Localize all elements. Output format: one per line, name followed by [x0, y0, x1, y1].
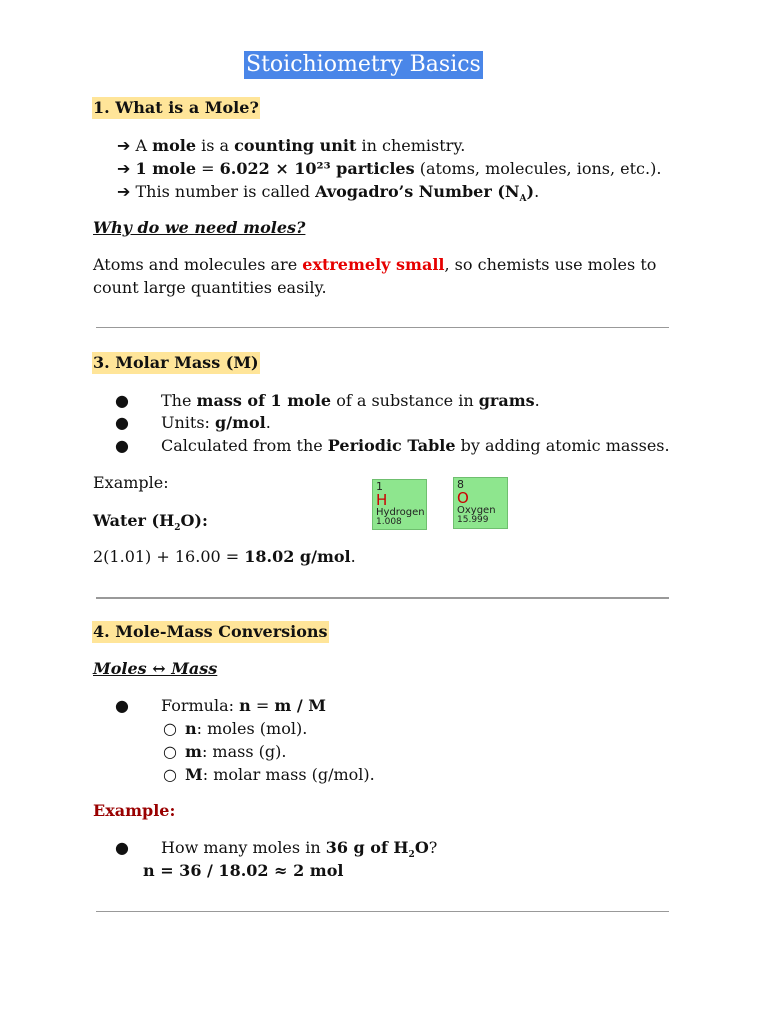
periodic-tile-hydrogen: 1 H Hydrogen 1.008 [372, 479, 427, 530]
divider [96, 597, 669, 599]
list-item: ● The mass of 1 mole of a substance in grams. [115, 391, 540, 410]
list-item: ● Units: g/mol. [115, 413, 271, 432]
arrow-icon: ➔ [117, 136, 131, 155]
list-item: ● Formula: n = m / M [115, 696, 326, 715]
bullet-icon: ● [115, 436, 129, 455]
sub-list-item: ○ M: molar mass (g/mol). [163, 765, 375, 784]
example-heading: Example: [93, 801, 176, 820]
mole-quantity-line: ➔ 1 mole = 6.022 × 10²³ particles (atoms, molecules, ions, etc.). [117, 159, 662, 178]
sub-list-item: ○ n: moles (mol). [163, 719, 308, 738]
arrow-icon: ➔ [117, 182, 131, 201]
why-moles-subheading: Why do we need moles? [93, 218, 306, 237]
water-label: Water $(H_2O)$: [93, 511, 208, 534]
circle-bullet-icon: ○ [163, 765, 177, 784]
divider [96, 911, 669, 912]
why-moles-paragraph-line-2: count large quantities easily. [93, 278, 327, 297]
list-item: ● How many moles in 36 g of $H_2O$? [115, 838, 438, 861]
example-answer: n = 36 / 18.02 ≈ 2 mol [143, 861, 344, 880]
section-heading-molar-mass: 3. Molar Mass (M) [93, 353, 259, 372]
circle-bullet-icon: ○ [163, 742, 177, 761]
bullet-icon: ● [115, 838, 129, 857]
bullet-icon: ● [115, 391, 129, 410]
arrow-icon: ➔ [117, 159, 131, 178]
sub-list-item: ○ m: mass (g). [163, 742, 287, 761]
moles-mass-subheading: Moles ↔ Mass [93, 659, 218, 678]
why-moles-paragraph-line-1: Atoms and molecules are extremely small, so chemists use moles to [93, 255, 657, 274]
avogadro-line: ➔ This number is called Avogadro’s Number $(N_A)$. [117, 182, 540, 205]
section-heading-mole-mass: 4. Mole-Mass Conversions [93, 622, 328, 641]
list-item: ● Calculated from the Periodic Table by adding atomic masses. [115, 436, 670, 455]
example-label: Example: [93, 473, 169, 492]
bullet-icon: ● [115, 696, 129, 715]
bullet-icon: ● [115, 413, 129, 432]
section-heading-mole: 1. What is a Mole? [93, 98, 259, 117]
mole-definition-line: ➔ A mole is a counting unit in chemistry. [117, 136, 466, 155]
divider [96, 327, 669, 328]
periodic-tile-oxygen: 8 O Oxygen 15.999 [453, 477, 508, 529]
page-title: Stoichiometry Basics [246, 52, 481, 77]
circle-bullet-icon: ○ [163, 719, 177, 738]
molar-mass-calculation: 2(1.01) + 16.00 = 18.02 g/mol. [93, 547, 356, 566]
